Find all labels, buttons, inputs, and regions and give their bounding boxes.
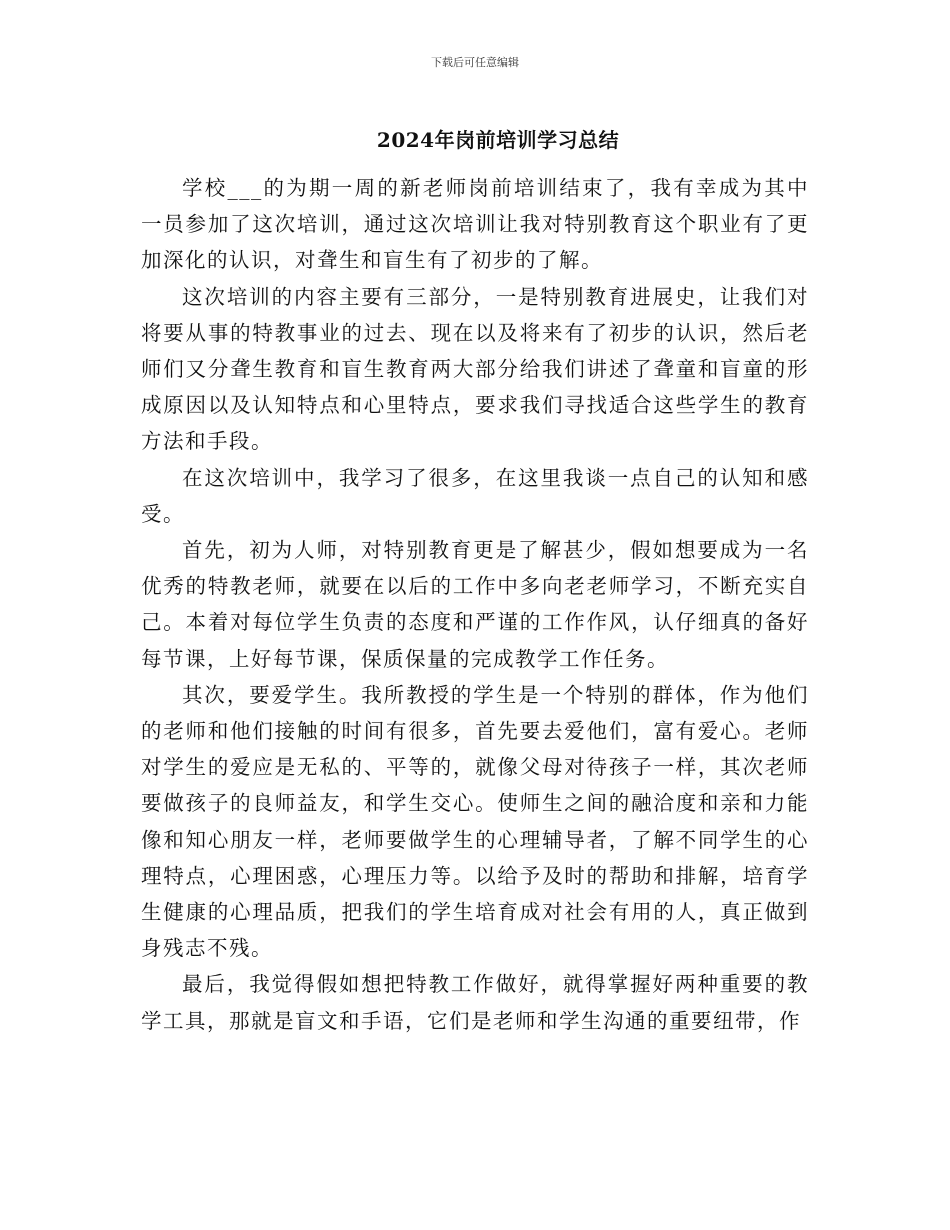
paragraph-second-point: 其次，要爱学生。我所教授的学生是一个特别的群体，作为他们的老师和他们接触的时间有很多，首先要去爱他们，富有爱心。老师对学生的爱应是无私的、平等的，就像父母对待孩子一样，其次老师要做孩子的良师益友，和学生交心。使师生之间的融洽度和亲和力能像和知心朋友一样，老师要做学生的心理辅导者，了解不同学生的心理特点，心理困惑，心理压力等。以给予及时的帮助和排解，培育学生健康的心理品质，把我们的学生培育成对社会有用的人，真正做到身残志不残。 [141,682,809,961]
paragraph-reflection-intro: 在这次培训中，我学习了很多，在这里我谈一点自己的认知和感受。 [141,465,809,526]
paragraph-final-point: 最后，我觉得假如想把特教工作做好，就得掌握好两种重要的教学工具，那就是盲文和手语，它们是老师和学生沟通的重要纽带，作 [141,972,809,1033]
paragraph-intro: 学校___的为期一周的新老师岗前培训结束了，我有幸成为其中一员参加了这次培训，通过这次培训让我对特别教育这个职业有了更加深化的认识，对聋生和盲生有了初步的了解。 [141,176,809,273]
header-note: 下载后可任意编辑 [431,56,519,69]
document-title: 2024年岗前培训学习总结 [376,128,620,152]
paragraph-training-content: 这次培训的内容主要有三部分，一是特别教育进展史，让我们对将要从事的特教事业的过去、现在以及将来有了初步的认识，然后老师们又分聋生教育和盲生教育两大部分给我们讲述了聋童和盲童的形成原因以及认知特点和心里特点，要求我们寻找适合这些学生的教育方法和手段。 [141,284,809,454]
paragraph-first-point: 首先，初为人师，对特别教育更是了解甚少，假如想要成为一名优秀的特教老师，就要在以后的工作中多向老老师学习，不断充实自己。本着对每位学生负责的态度和严谨的工作作风，认仔细真的备好每节课，上好每节课，保质保量的完成教学工作任务。 [141,538,809,671]
document-body [141,170,809,1039]
